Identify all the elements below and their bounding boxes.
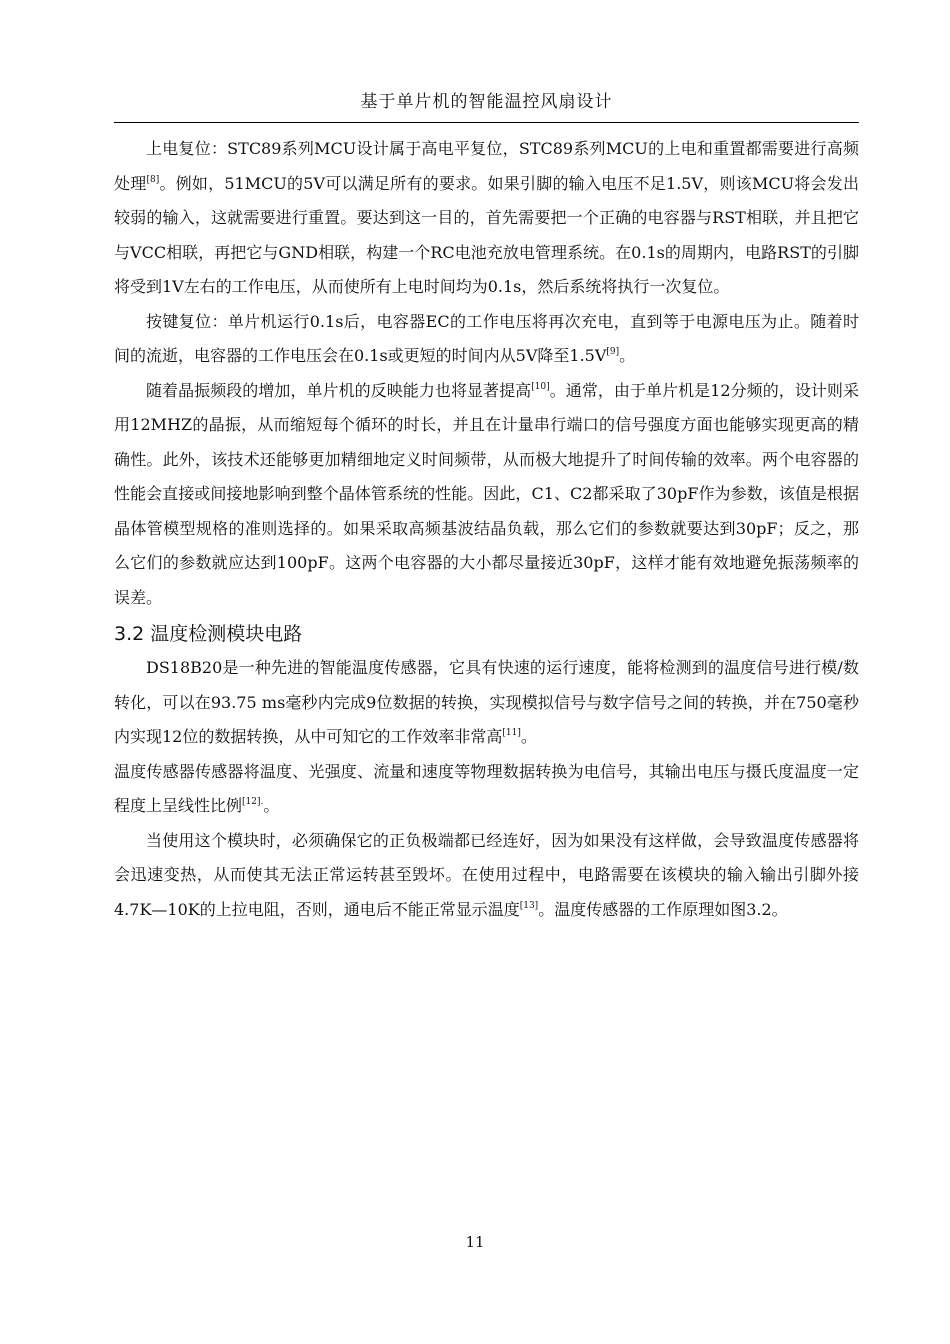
page-body bbox=[114, 132, 859, 927]
paragraph-text: 。例如，51MCU的5V可以满足所有的要求。如果引脚的输入电压不足1.5V，则该MCU将会发出较弱的输入，这就需要进行重置。要达到这一目的，首先需要把一个正确的电容器与RST相联，并且把它与VCC相联，再把它与GND相联，构建一个RC电池充放电管理系统。在0.1s的周期内，电路RST的引脚将受到1V左右的工作电压，从而使所有上电时间均为0.1s，然后系统将执行一次复位。 bbox=[114, 173, 859, 296]
header-rule bbox=[114, 122, 859, 123]
paragraph-text: 按键复位：单片机运行0.1s后，电容器EC的工作电压将再次充电，直到等于电源电压为止。随着时间的流逝，电容器的工作电压会在0.1s或更短的时间内从5V降至1.5V bbox=[114, 311, 859, 365]
paragraph-text: 。 bbox=[263, 796, 280, 815]
paragraph-text: 当使用这个模块时，必须确保它的正负极端都已经连好，因为如果没有这样做，会导致温度传感器将会迅速变热，从而使其无法正常运转甚至毁坏。在使用过程中，电路需要在该模块的输入输出引脚外接4.7K—10K的上拉电阻，否则，通电后不能正常显示温度 bbox=[114, 830, 859, 919]
paragraph-crystal bbox=[114, 374, 859, 616]
citation-ref: [10] bbox=[531, 381, 550, 392]
paragraph-text: 。 bbox=[520, 727, 537, 746]
citation-ref: [11] bbox=[502, 728, 521, 738]
running-header: 基于单片机的智能温控风扇设计 bbox=[360, 92, 613, 112]
paragraph-text: DS18B20是一种先进的智能温度传感器，它具有快速的运行速度，能将检测到的温度信号进行模/数转化，可以在93.75 ms毫秒内完成9位数据的转换，实现模拟信号与数字信号之间的转换，并在750毫秒内实现12位的数据转换，从中可知它的工作效率非常高 bbox=[114, 658, 859, 746]
paragraph-text: 。通常，由于单片机是12分频的，设计则采用12MHZ的晶振，从而缩短每个循环的时长，并且在计量串行端口的信号强度方面也能够实现更高的精确性。此外，该技术还能够更加精细地定义时间频带，从而极大地提升了时间传输的效率。两个电容器的性能会直接或间接地影响到整个晶体管系统的性能。因此，C1、C2都采取了30pF作为参数，该值是根据晶体管模型规格的准则选择的。如果采取高频基波结晶负载，那么它们的参数就要达到30pF；反之，那么它们的参数就应达到100pF。这两个电容器的大小都尽量接近30pF，这样才能有效地避免振荡频率的误差。 bbox=[114, 380, 859, 607]
paragraph-text: 随着晶振频段的增加，单片机的反映能力也将显著提高 bbox=[146, 380, 532, 400]
paragraph-ds18b20 bbox=[114, 651, 859, 755]
page-number: 11 bbox=[465, 1233, 485, 1251]
citation-ref: [8] bbox=[146, 174, 160, 185]
paragraph-power-on-reset bbox=[114, 132, 859, 305]
paragraph-key-reset bbox=[114, 305, 859, 374]
paragraph-text: 温度传感器传感器将温度、光强度、流量和速度等物理数据转换为电信号，其输出电压与摄氏度温度一定程度上呈线性比例 bbox=[114, 761, 859, 815]
section-heading: 3.2 温度检测模块电路 bbox=[114, 623, 303, 645]
paragraph-module-usage bbox=[114, 824, 859, 928]
paragraph-text: 。 bbox=[619, 346, 636, 365]
paragraph-text: 。温度传感器的工作原理如图3.2。 bbox=[538, 899, 788, 919]
paragraph-text: 上电复位：STC89系列MCU设计属于高电平复位，STC89系列MCU的上电和重置都需要进行高频处理 bbox=[114, 139, 859, 193]
citation-ref: [9] bbox=[606, 347, 620, 357]
paragraph-sensor bbox=[114, 755, 859, 824]
citation-ref: [13] bbox=[519, 900, 539, 911]
citation-ref: [12]. bbox=[242, 797, 264, 807]
